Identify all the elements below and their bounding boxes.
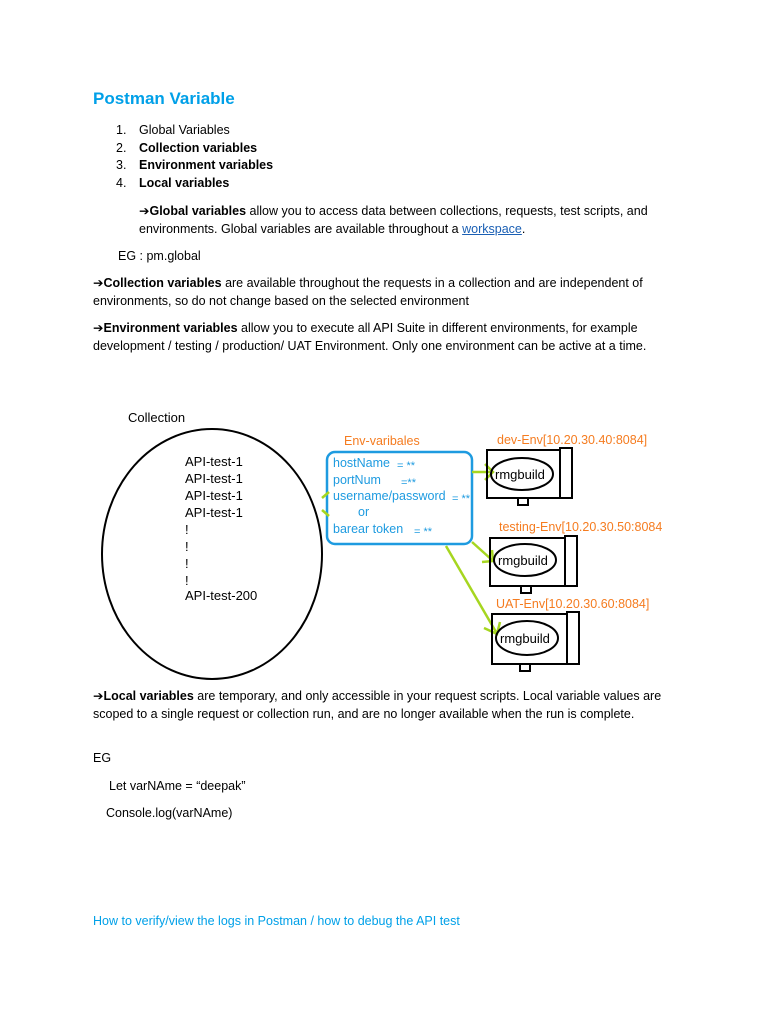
env-box-label: Env-varibales [344,434,420,448]
server-side [567,612,579,664]
list-item [93,122,273,140]
arrow-line [446,546,496,632]
list-number: 4. [116,175,127,190]
api-item: API-test-200 [185,588,258,603]
api-item: ! [185,556,189,571]
api-item: API-test-1 [185,505,243,520]
arrow-icon: ➔ [139,204,150,218]
list-number: 3. [116,158,127,173]
server-testing [490,536,577,593]
server-stand [518,498,528,505]
api-item: ! [185,573,189,588]
paragraph-text: allow you to access data between collections, requests, test scripts, and environments. Global variables are available throughout a [139,204,648,236]
eg-local: EG [93,751,112,765]
page-title: Postman Variable [93,89,235,108]
server-uat [492,612,579,671]
list-number: 2. [116,140,127,155]
env-var-value: =** [401,477,416,489]
term-label: Global variables [149,204,247,218]
collection-variables-paragraph [93,275,683,310]
server-name: rmgbuild [495,467,545,482]
env-var-value: = ** [452,493,471,505]
arrow-icon: ➔ [93,276,104,290]
server-side [565,536,577,586]
server-dev [487,448,572,505]
server-side [560,448,572,498]
api-item: API-test-1 [185,471,243,486]
list-item [93,157,273,175]
debug-logs-link[interactable]: How to verify/view the logs in Postman / how to debug the API test [93,914,460,928]
collection-label: Collection [128,410,186,425]
term-label: Local variables [103,689,194,703]
list-item-text: Global Variables [139,123,230,137]
list-number: 1. [116,123,127,137]
paragraph-text: allow you to execute all API Suite in different environments, for example development / testing / production/ UAT Environment. Only one environment can be active at a time. [93,321,647,353]
env-var-key: username/password [333,489,446,503]
env-var-key: portNum [333,473,381,487]
list-item-text: Environment variables [139,158,274,173]
list-item [93,175,273,193]
server-label: UAT-Env[10.20.30.60:8084] [496,597,650,611]
code-line-1: Let varNAme = “deepak” [109,779,246,793]
server-name: rmgbuild [498,553,548,568]
server-label: testing-Env[10.20.30.50:8084 [499,520,663,534]
local-variables-paragraph [93,688,683,723]
list-item-text: Local variables [139,175,230,190]
api-item: ! [185,522,189,537]
server-stand [521,586,531,593]
variable-types-list [93,122,273,192]
code-line-2: Console.log(varNAme) [106,806,233,820]
api-item: ! [185,539,189,554]
workspace-link[interactable]: workspace [462,221,522,236]
list-item-text: Collection variables [139,140,258,155]
environment-diagram [100,400,663,680]
api-item: API-test-1 [185,488,243,503]
paragraph-text: are temporary, and only accessible in your request scripts. Local variable values are scoped to a single request or collection run, and are no longer available when the run is complete. [93,689,662,721]
term-label: Collection variables [103,276,222,290]
env-var-key: hostName [333,456,390,470]
env-var-value: = ** [414,526,433,538]
term-label: Environment variables [103,321,238,335]
eg-global: EG : pm.global [118,249,201,263]
server-label: dev-Env[10.20.30.40:8084] [497,433,648,447]
list-item [93,140,273,158]
paragraph-end: . [521,221,526,236]
env-var-or: or [358,505,370,519]
arrow-icon: ➔ [93,321,104,335]
arrow-icon: ➔ [93,689,104,703]
server-stand [520,664,530,671]
paragraph-text: are available throughout the requests in a collection and are independent of environments, so do not change based on the selected environment [93,276,643,308]
server-name: rmgbuild [500,631,550,646]
api-item: API-test-1 [185,454,243,469]
env-var-key: barear token [333,522,404,536]
env-var-value: = ** [397,460,416,472]
environment-variables-paragraph [93,320,683,355]
global-variables-paragraph [139,203,679,238]
